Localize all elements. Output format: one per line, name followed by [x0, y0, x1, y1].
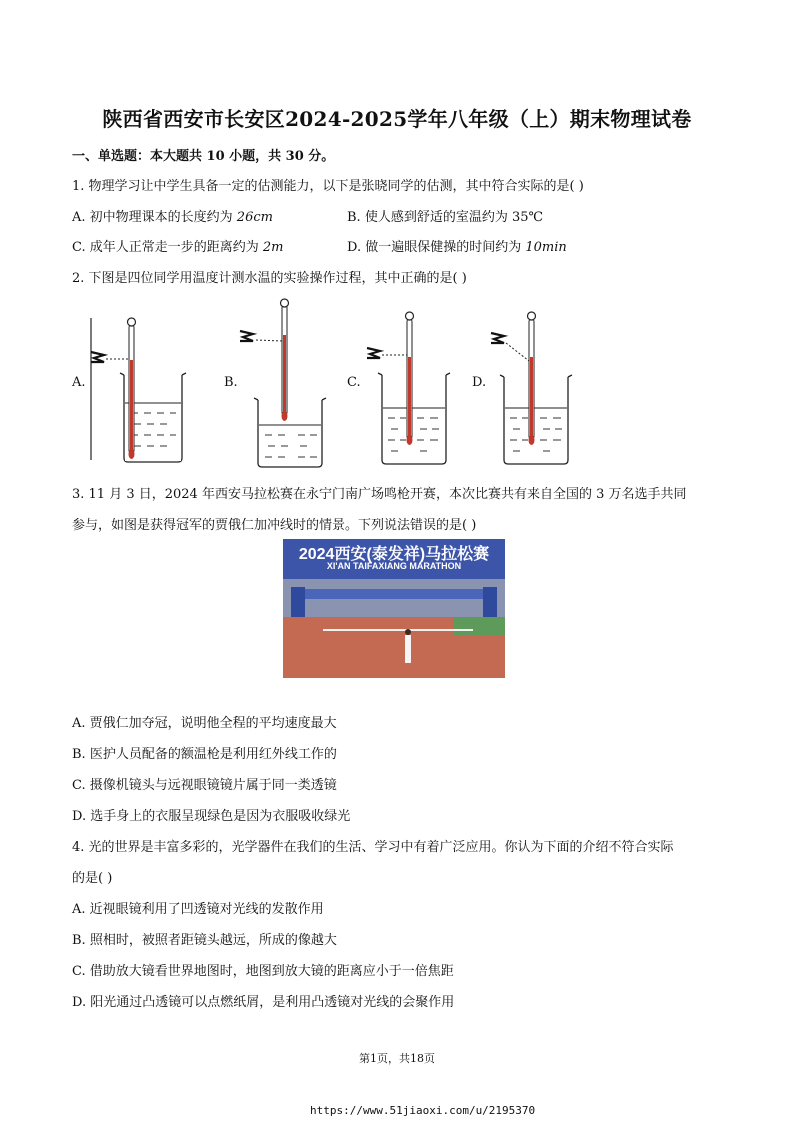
photo-banner-title: 2024西安(泰发祥)马拉松赛 [298, 546, 490, 563]
q2-label-d: D. [472, 375, 487, 390]
page-title: 陕西省西安市长安区2024-2025学年八年级（上）期末物理试卷 [102, 107, 692, 131]
q3-option-b: B. 医护人员配备的额温枪是利用红外线工作的 [72, 747, 337, 762]
q1-option-c-text: C. 成年人正常走一步的距离约为 [72, 240, 263, 255]
q1-option-b: B. 使人感到舒适的室温约为 35℃ [347, 210, 544, 225]
q3-stem-line2: 参与，如图是获得冠军的贾俄仁加冲线时的情景。下列说法错误的是( ) [72, 518, 477, 533]
photo-banner-subtitle: XI'AN TAIFAXIANG MARATHON [326, 561, 462, 571]
q1-option-d [347, 236, 567, 255]
q4-stem-line1: 4. 光的世界是丰富多彩的，光学器件在我们的生活、学习中有着广泛应用。你认为下面的介绍不符合实际 [72, 840, 674, 855]
marathon-photo [283, 539, 505, 678]
q1-option-c-value: 2m [262, 240, 284, 255]
q3-option-d: D. 选手身上的衣服呈现绿色是因为衣服吸收绿光 [72, 809, 351, 824]
runner [405, 635, 411, 663]
q4-stem-line2: 的是( ) [72, 871, 113, 886]
page-footer: 第1页，共18页 [359, 1052, 435, 1065]
q2-label-a: A. [72, 375, 86, 390]
thermometer-figure-b [238, 295, 348, 470]
q4-option-c: C. 借助放大镜看世界地图时，地图到放大镜的距离应小于一倍焦距 [72, 964, 454, 979]
thermometer-figure-a [86, 300, 204, 470]
thermometer-figure-c [362, 305, 462, 470]
q1-option-c [72, 236, 284, 255]
q4-option-a: A. 近视眼镜利用了凹透镜对光线的发散作用 [72, 902, 324, 917]
q1-stem: 1. 物理学习让中学生具备一定的估测能力，以下是张晓同学的估测，其中符合实际的是( ) [72, 179, 584, 194]
q4-option-b: B. 照相时，被照者距镜头越远，所成的像越大 [72, 933, 337, 948]
q1-option-d-value: 10min [525, 240, 567, 255]
q1-option-a-value: 26cm [236, 210, 273, 225]
q1-option-a-text: A. 初中物理课本的长度约为 [72, 210, 237, 225]
q1-option-a [72, 206, 273, 225]
q2-stem: 2. 下图是四位同学用温度计测水温的实验操作过程，其中正确的是( ) [72, 271, 467, 286]
q4-option-d: D. 阳光通过凸透镜可以点燃纸屑，是利用凸透镜对光线的会聚作用 [72, 995, 455, 1010]
thermometer-figure-d [488, 305, 588, 470]
q3-stem-line1: 3. 11 月 3 日，2024 年西安马拉松赛在永宁门南广场鸣枪开赛，本次比赛共有来自全国的 3 万名选手共同 [72, 487, 687, 502]
q2-label-b: B. [224, 375, 238, 390]
q2-label-c: C. [347, 375, 361, 390]
section-heading: 一、单选题：本大题共 10 小题，共 30 分。 [72, 149, 335, 164]
q3-option-a: A. 贾俄仁加夺冠，说明他全程的平均速度最大 [72, 716, 337, 731]
q3-option-c: C. 摄像机镜头与远视眼镜镜片属于同一类透镜 [72, 778, 337, 793]
q1-option-d-text: D. 做一遍眼保健操的时间约为 [347, 240, 526, 255]
source-url[interactable]: https://www.51jiaoxi.com/u/2195370 [310, 1104, 536, 1117]
